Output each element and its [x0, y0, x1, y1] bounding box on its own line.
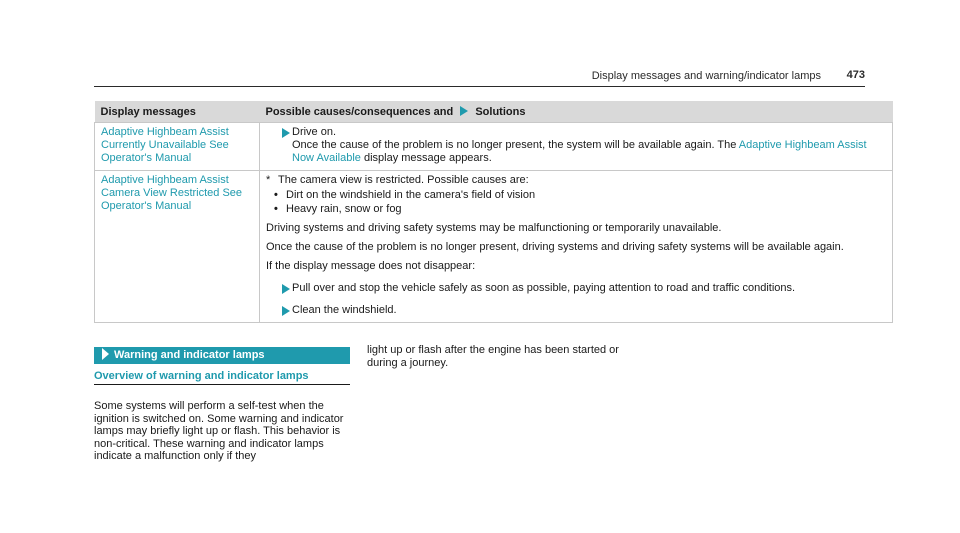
solution-step — [266, 304, 886, 317]
solution-arrow-icon — [282, 128, 290, 138]
causes-cell — [260, 123, 893, 171]
solution-step — [266, 282, 886, 295]
solution-arrow-icon — [282, 284, 290, 294]
cause-list — [266, 189, 886, 216]
body-text-left: Some systems will perform a self-test when the ignition is switched on. Some warning and indicator lamps may briefly light up or flash. This behavior is non-critical. These warning and indicator lamps indicate a malfunction only if they — [94, 400, 344, 462]
body-text-right: light up or flash after the engine has been started or during a journey. — [367, 344, 619, 369]
cause-intro — [266, 174, 886, 187]
step-text: Drive on. — [292, 126, 337, 138]
step-detail-after: display message appears. — [363, 152, 492, 164]
step-text: Clean the windshield. — [292, 304, 397, 316]
col-causes-header-prefix: Possible causes/consequences and — [265, 106, 454, 118]
col-display-messages-header: Display messages — [95, 101, 260, 123]
section-title: Warning and indicator lamps — [114, 349, 265, 361]
consequence-text: Once the cause of the problem is no longer present, driving systems and driving safety systems will be available again. — [266, 241, 844, 253]
section-title-bar — [94, 347, 350, 364]
display-message-text: Adaptive Highbeam Assist Camera View Restricted See Operator's Manual — [95, 171, 260, 323]
solution-arrow-icon — [460, 106, 468, 116]
step-text: Pull over and stop the vehicle safely as soon as possible, paying attention to road and traffic conditions. — [292, 282, 796, 294]
section-arrow-icon — [102, 348, 109, 360]
table-row — [95, 171, 893, 323]
section-subtitle: Overview of warning and indicator lamps — [94, 370, 350, 385]
solution-step — [266, 126, 886, 165]
page-number: 473 — [846, 69, 865, 81]
col-causes-header — [260, 101, 893, 123]
consequence-text: If the display message does not disappear: — [266, 260, 476, 272]
col-causes-header-suffix: Solutions — [475, 106, 526, 118]
display-messages-table — [94, 101, 893, 323]
page-header — [94, 60, 865, 87]
causes-cell — [260, 171, 893, 323]
consequence-text: Driving systems and driving safety systems may be malfunctioning or temporarily unavailable. — [266, 222, 722, 234]
asterisk-marker: * — [266, 174, 271, 186]
list-item: • Dirt on the windshield in the camera's field of vision — [266, 189, 886, 202]
table-row — [95, 123, 893, 171]
solution-arrow-icon — [282, 306, 290, 316]
cause-intro-text: The camera view is restricted. Possible causes are: — [278, 174, 529, 186]
list-item: • Heavy rain, snow or fog — [266, 203, 886, 216]
running-header-title: Display messages and warning/indicator lamps — [591, 70, 821, 82]
display-message-link: Adaptive Highbeam Assist Now Available — [292, 139, 867, 164]
step-detail-before: Once the cause of the problem is no longer present, the system will be available again. The — [292, 139, 737, 151]
display-message-text: Adaptive Highbeam Assist Currently Unavailable See Operator's Manual — [95, 123, 260, 171]
table-header-row — [95, 101, 893, 123]
